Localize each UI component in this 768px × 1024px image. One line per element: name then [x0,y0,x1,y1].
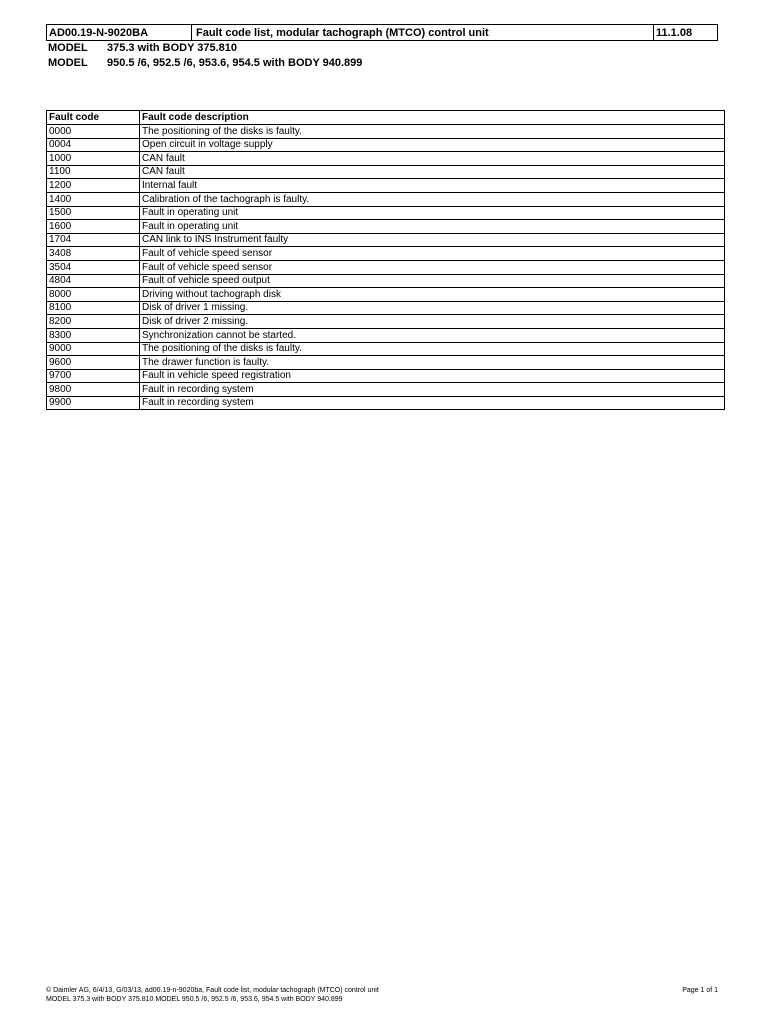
table-row [47,383,725,397]
fault-description-cell: Fault in vehicle speed registration [140,369,725,383]
page-number: Page 1 of 1 [682,987,718,994]
fault-description-cell: Fault in recording system [140,396,725,410]
table-row [47,260,725,274]
table-row [47,288,725,302]
page-footer [46,986,718,1004]
fault-code-cell: 9600 [47,356,140,370]
table-row [47,369,725,383]
fault-description-cell: The positioning of the disks is faulty. [140,125,725,139]
footer-copyright: © Daimler AG, 6/4/13, G/03/13, ad00.19-n-9020ba, Fault code list, modular tachograph (MTCO) control unit [46,987,379,994]
model-value: 950.5 /6, 952.5 /6, 953.6, 954.5 with BODY 940.899 [107,57,363,69]
fault-code-cell: 1400 [47,192,140,206]
fault-code-cell: 0000 [47,125,140,139]
fault-code-cell: 1200 [47,179,140,193]
table-row [47,315,725,329]
table-row [47,233,725,247]
table-row [47,301,725,315]
fault-code-cell: 1704 [47,233,140,247]
table-row [47,152,725,166]
fault-description-cell: Fault of vehicle speed output [140,274,725,288]
fault-description-cell: Fault in recording system [140,383,725,397]
model-line [48,41,237,55]
document-header [46,24,718,41]
table-row [47,165,725,179]
fault-description-cell: Driving without tachograph disk [140,288,725,302]
fault-code-cell: 9700 [47,369,140,383]
footer-models: MODEL 375.3 with BODY 375.810 MODEL 950.5 /6, 952.5 /6, 953.6, 954.5 with BODY 940.899 [46,996,343,1003]
fault-code-cell: 0004 [47,138,140,152]
fault-code-cell: 3504 [47,260,140,274]
model-line [48,56,362,70]
fault-description-cell: Internal fault [140,179,725,193]
fault-code-cell: 9900 [47,396,140,410]
table-row [47,274,725,288]
fault-description-cell: Open circuit in voltage supply [140,138,725,152]
table-row [47,206,725,220]
table-row [47,342,725,356]
document-code: AD00.19-N-9020BA [47,25,192,40]
fault-code-cell: 1100 [47,165,140,179]
fault-description-cell: Calibration of the tachograph is faulty. [140,192,725,206]
fault-description-cell: Fault in operating unit [140,220,725,234]
fault-code-cell: 9800 [47,383,140,397]
document-date: 11.1.08 [656,27,693,39]
table-row [47,192,725,206]
fault-code-cell: 8000 [47,288,140,302]
fault-code-cell: 1600 [47,220,140,234]
fault-code-cell: 1000 [47,152,140,166]
fault-description-cell: Fault of vehicle speed sensor [140,260,725,274]
fault-description-cell: CAN fault [140,165,725,179]
fault-code-cell: 4804 [47,274,140,288]
table-row [47,247,725,261]
fault-description-cell: Disk of driver 2 missing. [140,315,725,329]
fault-code-cell: 8100 [47,301,140,315]
table-header-row [47,111,725,125]
model-label: MODEL [48,57,88,69]
fault-description-cell: The positioning of the disks is faulty. [140,342,725,356]
fault-code-cell: 8300 [47,328,140,342]
fault-description-cell: Disk of driver 1 missing. [140,301,725,315]
document-title: Fault code list, modular tachograph (MTCO) control unit [192,25,654,40]
model-label: MODEL [48,42,88,54]
table-row [47,138,725,152]
fault-code-cell: 3408 [47,247,140,261]
fault-description-cell: The drawer function is faulty. [140,356,725,370]
fault-code-table [46,110,725,410]
table-row [47,179,725,193]
fault-code-cell: 9000 [47,342,140,356]
fault-description-cell: Synchronization cannot be started. [140,328,725,342]
column-header-fault-code: Fault code [47,111,140,125]
fault-description-cell: CAN link to INS Instrument faulty [140,233,725,247]
column-header-description: Fault code description [140,111,725,125]
fault-description-cell: CAN fault [140,152,725,166]
fault-code-cell: 1500 [47,206,140,220]
table-row [47,125,725,139]
table-row [47,396,725,410]
fault-description-cell: Fault in operating unit [140,206,725,220]
table-row [47,328,725,342]
table-row [47,220,725,234]
table-row [47,356,725,370]
table-body [47,125,725,410]
fault-description-cell: Fault of vehicle speed sensor [140,247,725,261]
model-value: 375.3 with BODY 375.810 [107,42,238,54]
fault-code-cell: 8200 [47,315,140,329]
